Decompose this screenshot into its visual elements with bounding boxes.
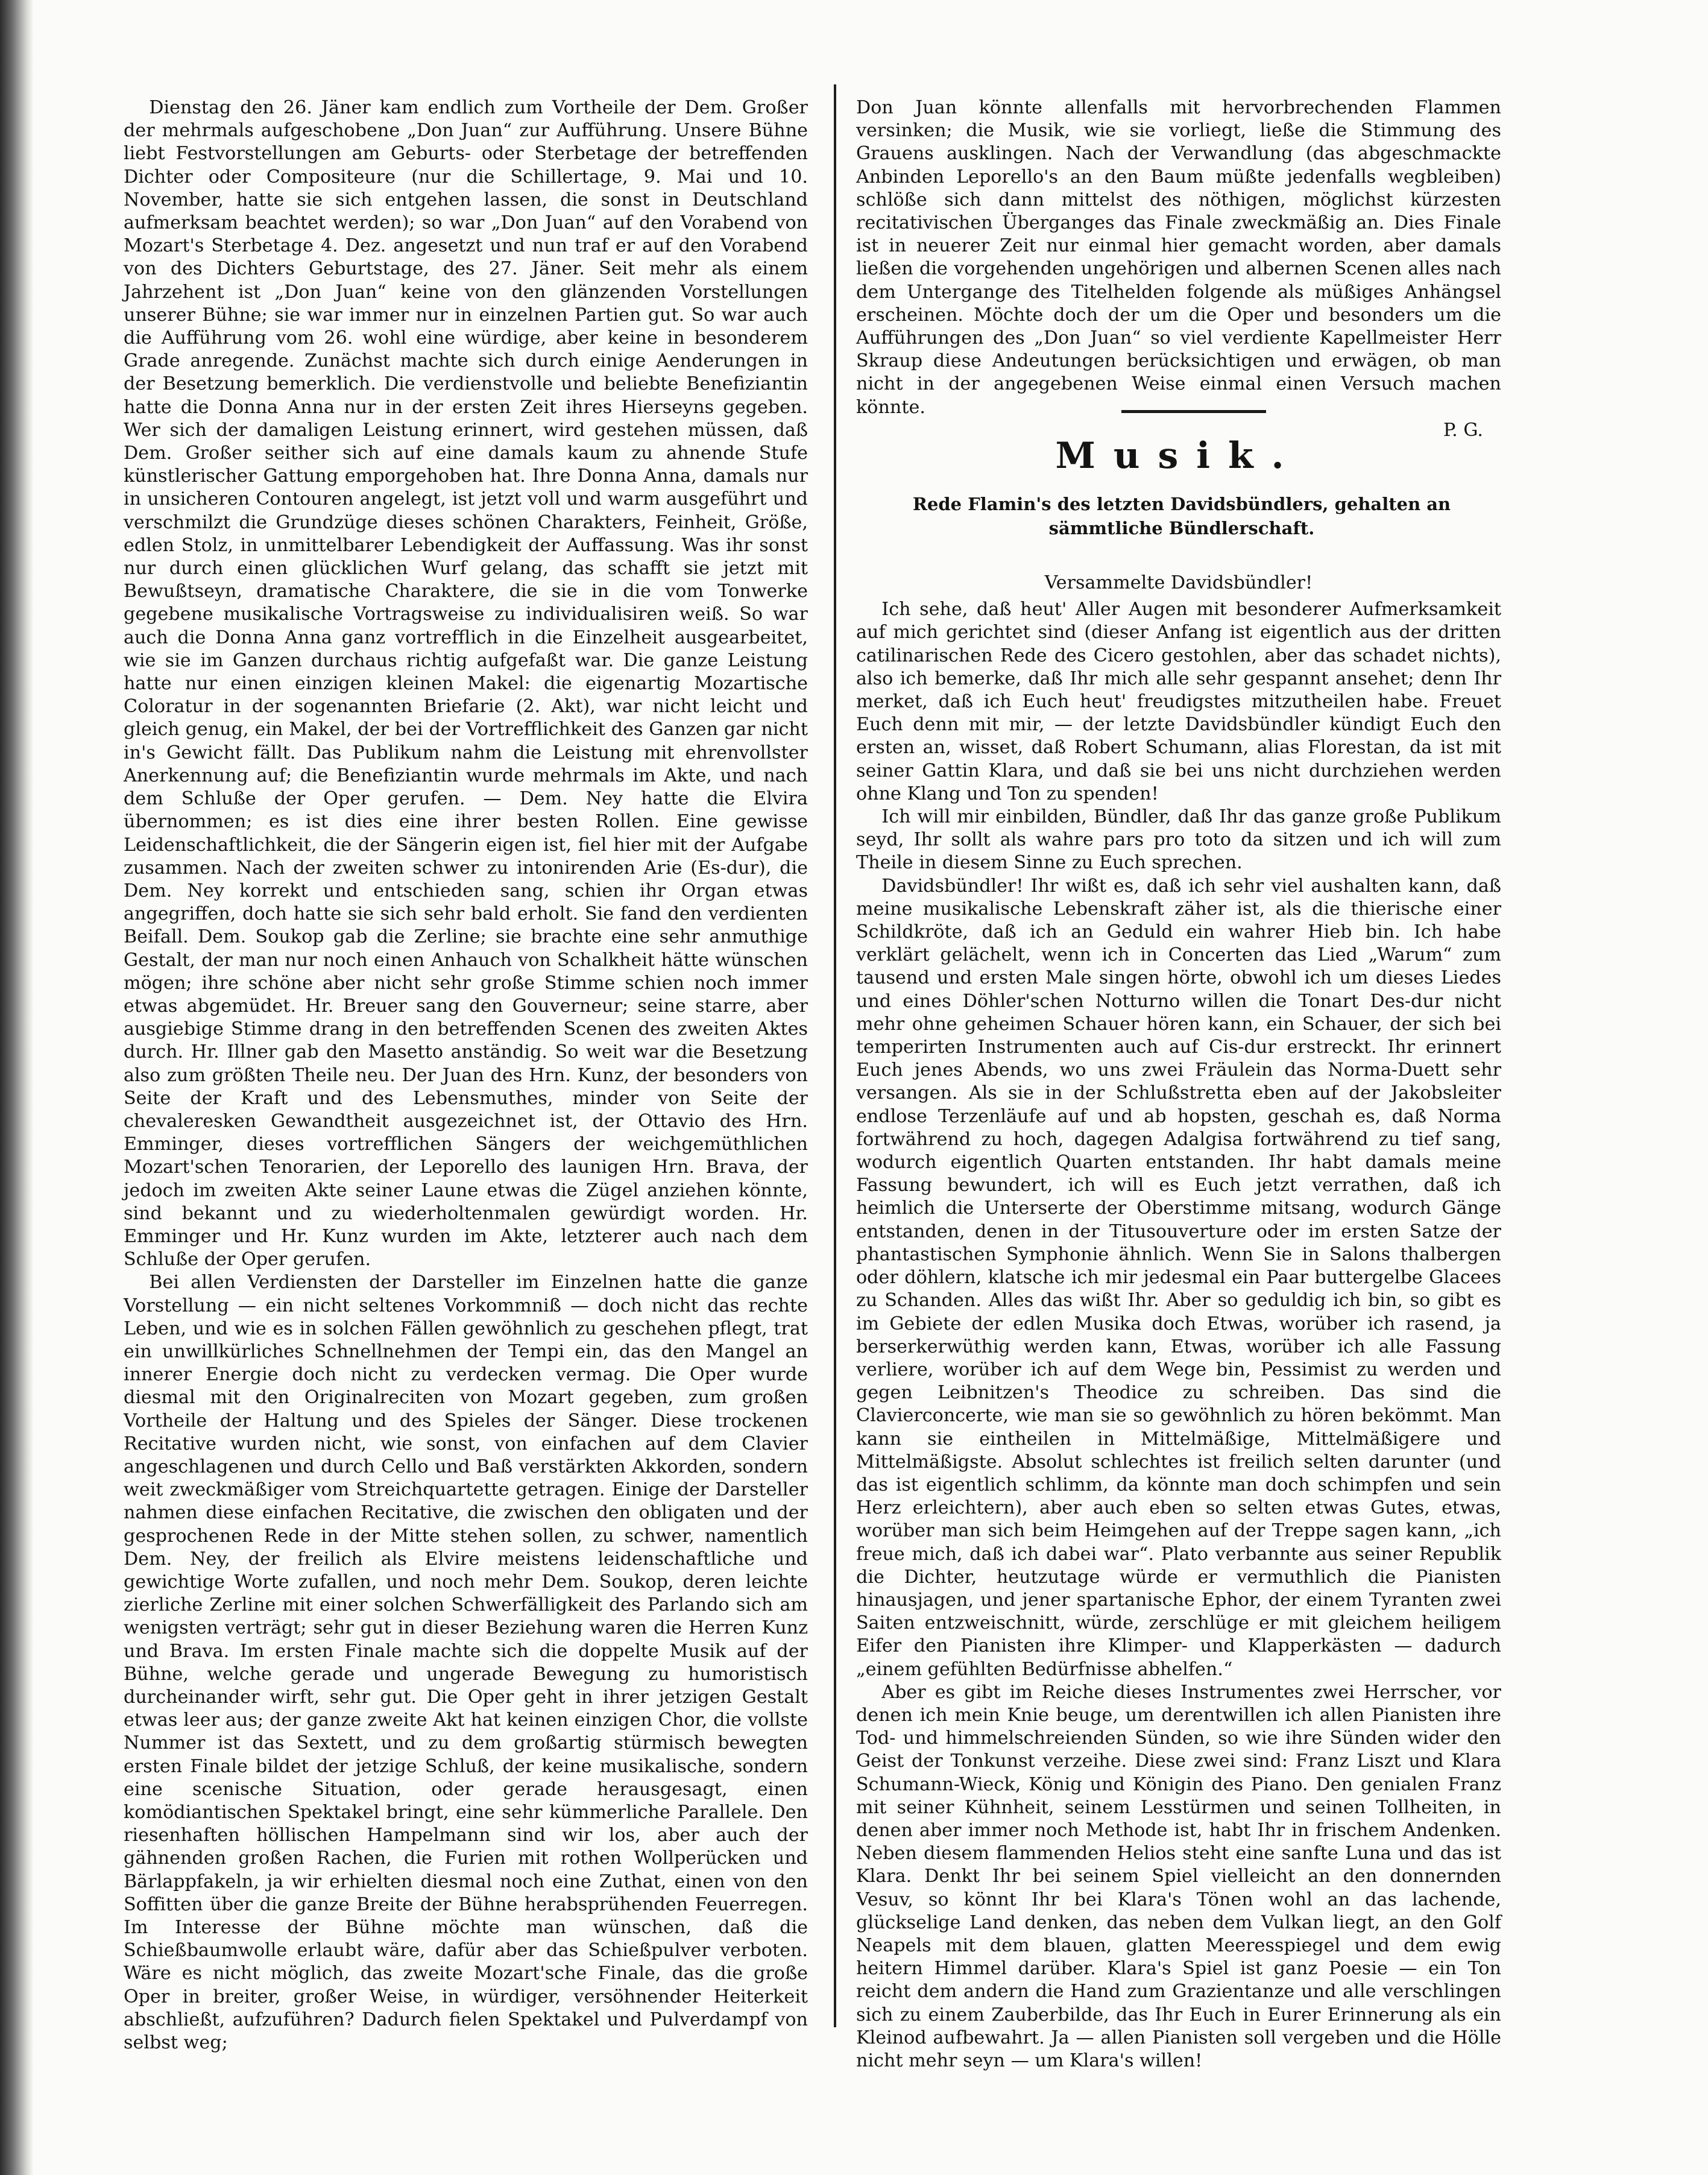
review-signature: P. G. — [1443, 419, 1483, 441]
speech-paragraph-4: Aber es gibt im Reiche dieses Instrumentes zwei Herrscher, vor denen ich mein Knie beuge, um derentwillen ich allen Pianisten ihre Tod- und himmelschreienden Sünden, so wie ihre Sünden wider den Geist der Tonkunst verzeihe. Diese zwei sind: Franz Liszt und Klara Schumann-Wieck, König und Königin des Piano. Den genialen Franz mit seiner Kühnheit, seinem Lesstürmen und seinen Tollheiten, in denen aber immer noch Methode ist, habt Ihr in frischem Andenken. Neben diesem flammenden Helios steht eine sanfte Luna und das ist Klara. Denkt Ihr bei seinem Spiel vielleicht an den donnernden Vesuv, so könnt Ihr bei Klara's Tönen wohl an das lachende, glückselige Land denken, das neben dem Vulkan liegt, an den Golf Neapels mit dem blauen, glatten Meeresspiegel und dem ewig heitern Himmel darüber. Klara's Spiel ist ganz Poesie — ein Ton reicht dem andern die Hand zum Grazientanze und alle verschlingen sich zu einem Zauberbilde, das Ihr Euch in Eurer Erinnerung als ein Kleinod aufbewahrt. Ja — allen Pianisten soll vergeben und die Hölle nicht mehr seyn — um Klara's willen! — [856, 1681, 1501, 2071]
right-column-speech — [856, 572, 1501, 2072]
speech-paragraph-2: Ich will mir einbilden, Bündler, daß Ihr das ganze große Publikum seyd, Ihr sollt als wahre pars pro toto da sitzen und ich will zum Theile in diesem Sinne zu Euch sprechen. — [856, 806, 1501, 874]
scan-binding-edge — [0, 0, 34, 2175]
column-divider — [834, 84, 836, 2027]
theater-review-paragraph-2: Bei allen Verdiensten der Darsteller im Einzelnen hatte die ganze Vorstellung — ein nicht seltenes Vorkommniß — doch nicht das rechte Leben, und wie es in solchen Fällen gewöhnlich zu geschehen pflegt, trat ein unwillkürliches Schnellnehmen der Tempi ein, das den Mangel an innerer Energie doch nicht zu verdecken vermag. Die Oper wurde diesmal mit den Originalreciten von Mozart gegeben, zum großen Vortheile der Haltung und des Spieles der Sänger. Diese trockenen Recitative wurden nicht, wie sonst, von einfachen auf dem Clavier angeschlagenen und durch Cello und Baß verstärkten Akkorden, sondern weit zweckmäßiger vom Streichquartette getragen. Einige der Darsteller nahmen diese einfachen Recitative, die zwischen den obligaten und der gesprochenen Rede in der Mitte stehen sollen, zu schwer, namentlich Dem. Ney, der freilich als Elvire meistens leidenschaftliche und gewichtige Worte zufallen, und noch mehr Dem. Soukop, deren leichte zierliche Zerline mit einer solchen Schwerfälligkeit des Parlando sich am wenigsten verträgt; sehr gut in dieser Beziehung waren die Herren Kunz und Brava. Im ersten Finale machte sich die doppelte Musik auf der Bühne, welche gerade und ungerade Bewegung zu humoristisch durcheinander wirft, sehr gut. Die Oper geht in ihrer jetzigen Gestalt etwas leer aus; der ganze zweite Akt hat keinen einzigen Chor, die vollste Nummer ist das Sextett, und zu dem großartig stürmisch bewegten ersten Finale bildet der jetzige Schluß, der keine musikalische, sondern eine scenische Situation, oder gerade herausgesagt, einen komödiantischen Spektakel bringt, eine sehr kümmerliche Parallele. Den riesenhaften höllischen Hampelmann sind wir los, aber auch der gähnenden großen Rachen, die Furien mit rothen Wollperücken und Bärlappfakeln, ja wir erhielten diesmal noch eine Zuthat, einen von den Soffitten über die ganze Breite der Bühne herabsprühenden Feuerregen. Im Interesse der Bühne möchte man wünschen, daß die Schießbaumwolle erlaubt wäre, dafür aber das Schießpulver verboten. Wäre es nicht möglich, das zweite Mozart'sche Finale, das die große Oper in breiter, großer Weise, in würdiger, versöhnender Heiterkeit abschließt, aufzuführen? Dadurch fielen Spektakel und Pulverdampf von selbst weg; — [124, 1272, 808, 2054]
right-column-top — [856, 96, 1501, 442]
speech-paragraph-3: Davidsbündler! Ihr wißt es, daß ich sehr viel aushalten kann, daß meine musikalische Lebenskraft zäher ist, als die thierische einer Schildkröte, daß ich an Geduld ein wahrer Hieb bin. Ich habe verklärt gelächelt, wenn ich in Concerten das Lied „Warum“ zum tausend und ersten Male singen hörte, obwohl ich um dieses Liedes und eines Döhler'schen Notturno willen die Tonart Des-dur nicht mehr ohne geheimen Schauer hören kann, ein Schauer, der sich bei temperirten Instrumenten auch auf Cis-dur erstreckt. Ihr erinnert Euch jenes Abends, wo uns zwei Fräulein das Norma-Duett sehr versangen. Als sie in der Schlußstretta eben auf der Jakobsleiter endlose Terzenläufe auf und ab hopsten, geschah es, daß Norma fortwährend zu hoch, dagegen Adalgisa fortwährend zu tief sang, wodurch eigentlich Quarten entstanden. Ihr habt damals meine Fassung bewundert, ich will es Euch jetzt verrathen, daß ich heimlich die Unterserte der Oberstimme mitsang, wodurch Gänge entstanden, denen in der Titusouverture oder im ersten Satze der phantastischen Symphonie ähnlich. Wenn Sie in Salons thalbergen oder döhlern, klatsche ich mir jedesmal ein Paar buttergelbe Glacees zu Schanden. Alles das wißt Ihr. Aber so geduldig ich bin, so gibt es im Gebiete der edlen Musika doch Etwas, worüber ich rasend, ja berserkerwüthig werden kann, Etwas, worüber ich alle Fassung verliere, worüber ich auf dem Wege bin, Pessimist zu werden und gegen Leibnitzen's Theodice zu schreiben. Das sind die Clavierconcerte, wie man sie so gewöhnlich zu hören bekömmt. Man kann sie eintheilen in Mittelmäßige, Mittelmäßigere und Mittelmäßigste. Absolut schlechtes ist freilich selten darunter (und das ist eigentlich schlimm, da könnte man doch schimpfen und sein Herz erleichtern), aber auch eben so selten etwas Gutes, etwas, worüber man sich beim Heimgehen auf der Treppe sagen kann, „ich freue mich, daß ich dabei war“. Plato verbannte aus seiner Republik die Dichter, heutzutage würde er vermuthlich die Pianisten hinausjagen, und jener spartanische Ephor, der einem Tyranten zwei Saiten entzweischnitt, würde, zerschlüge er mit gleichem heiligem Eifer den Pianisten ihre Klimper- und Klapperkästen — dadurch „einem gefühlten Bedürfnisse abhelfen.“ — [856, 875, 1501, 1680]
article-subtitle: Rede Flamin's des letzten Davidsbündlers, gehalten an sämmtliche Bündlerschaft. — [912, 494, 1451, 538]
theater-review-paragraph-1: Dienstag den 26. Jäner kam endlich zum Vortheile der Dem. Großer der mehrmals aufgeschobene „Don Juan“ zur Aufführung. Unsere Bühne liebt Festvorstellungen am Geburts- oder Sterbetage der betreffenden Dichter oder Compositeure (nur die Schillertage, 9. Mai und 10. November, hatte sie sich entgehen lassen, die sonst in Deutschland aufmerksam beachtet werden); so war „Don Juan“ auf den Vorabend von Mozart's Sterbetage 4. Dez. angesetzt und nun traf er auf den Vorabend von des Dichters Geburtstage, des 27. Jäner. Seit mehr als einem Jahrzehent ist „Don Juan“ keine von den glänzenden Vorstellungen unserer Bühne; sie war immer nur in einzelnen Partien gut. So war auch die Aufführung vom 26. wohl eine würdige, aber keine in besonderem Grade anregende. Zunächst machte sich durch einige Aenderungen in der Besetzung bemerklich. Die verdienstvolle und beliebte Benefiziantin hatte die Donna Anna nur in der ersten Zeit ihres Hierseyns gegeben. Wer sich der damaligen Leistung erinnert, wird gestehen müssen, daß Dem. Großer seither sich auf eine damals kaum zu ahnende Stufe künstlerischer Gattung emporgehoben hat. Ihre Donna Anna, damals nur in unsicheren Contouren angelegt, ist jetzt voll und warm ausgeführt und verschmilzt die Grundzüge dieses schönen Charakters, Feinheit, Größe, edlen Stolz, in unmittelbarer Lebendigkeit der Auffassung. Was ihr sonst nur durch einen glücklichen Wurf gelang, das schafft sie jetzt mit Bewußtseyn, dramatische Charaktere, die sie in die vom Tonwerke gegebene musikalische Vortragsweise zu individualisiren weiß. So war auch die Donna Anna ganz vortrefflich in die Einzelheit ausgearbeitet, wie sie im Ganzen durchaus richtig aufgefaßt war. Die ganze Leistung hatte nur einen einzigen kleinen Makel: die eigenartig Mozartische Coloratur in der sogenannten Briefarie (2. Akt), war nicht leicht und gleich genug, ein Makel, der bei der Vortrefflichkeit des Ganzen gar nicht in's Gewicht fällt. Das Publikum nahm die Leistung mit ehrenvollster Anerkennung auf; die Benefiziantin wurde mehrmals im Akte, und nach dem Schluße der Oper gerufen. — Dem. Ney hatte die Elvira übernommen; es ist dies eine ihrer besten Rollen. Eine gewisse Leidenschaftlichkeit, die der Sängerin eigen ist, fiel hier mit der Aufgabe zusammen. Nach der zweiten schwer zu intonirenden Arie (Es-dur), die Dem. Ney korrekt und entschieden sang, schien ihr Organ etwas angegriffen, doch hatte sie sich sehr bald erholt. Sie fand den verdienten Beifall. Dem. Soukop gab die Zerline; sie brachte eine sehr anmuthige Gestalt, der man nur noch einen Anhauch von Schalkheit hätte wünschen mögen; ihre schöne aber nicht sehr große Stimme schien noch immer etwas abgemüdet. Hr. Breuer sang den Gouverneur; seine starre, aber ausgiebige Stimme drang in den betreffenden Scenen des zweiten Aktes durch. Hr. Illner gab den Masetto anständig. So weit war die Besetzung also zum größten Theile neu. Der Juan des Hrn. Kunz, der besonders von Seite der Kraft und des Lebensmuthes, minder von Seite der chevaleresken Gewandtheit ausgezeichnet ist, der Ottavio des Hrn. Emminger, dieses vortrefflichen Sängers der weichgemüthlichen Mozart'schen Tenorarien, der Leporello des launigen Hrn. Brava, der jedoch im zweiten Akte seiner Laune etwas die Zügel anziehen könnte, sind bekannt und zu wiederholtenmalen gewürdigt worden. Hr. Emminger und Hr. Kunz wurden im Akte, letzterer auch nach dem Schluße der Oper gerufen. — [124, 97, 808, 1271]
left-column — [124, 96, 808, 2054]
speech-paragraph-1: Ich sehe, daß heut' Aller Augen mit besonderer Aufmerksamkeit auf mich gerichtet sind (dieser Anfang ist eigentlich aus der dritten catilinarischen Rede des Cicero gestohlen, aber das schadet nichts), also ich bemerke, daß Ihr mich alle sehr gespannt ansehet; denn Ihr merket, daß ich Euch heut' freudigstes mitzutheilen habe. Freuet Euch denn mit mir, — der letzte Davidsbündler kündigt Euch den ersten an, wisset, daß Robert Schumann, alias Florestan, da ist mit seiner Gattin Klara, und daß sie bei uns nicht durchziehen werden ohne Klang und Ton zu spenden! — [856, 599, 1501, 804]
speech-salutation: Versammelte Davidsbündler! — [1044, 572, 1313, 593]
section-separator-rule — [1121, 410, 1266, 413]
theater-review-continuation: Don Juan könnte allenfalls mit hervorbrechenden Flammen versinken; die Musik, wie sie vorliegt, ließe die Stimmung des Grauens ausklingen. Nach der Verwandlung (das abgeschmackte Anbinden Leporello's an den Baum müßte jedenfalls wegbleiben) schlöße sich dann mittelst des nöthigen, möglichst kürzesten recitativischen Überganges das Finale zweckmäßig an. Dies Finale ist in neuerer Zeit nur einmal hier gemacht worden, aber damals ließen die vorgehenden ungehörigen und albernen Scenen alles nach dem Untergange des Titelhelden folgende als müßiges Anhängsel erscheinen. Möchte doch der um die Oper und besonders um die Aufführungen des „Don Juan“ so viel verdiente Kapellmeister Herr Skraup diese Andeutungen berücksichtigen und erwägen, ob man nicht in der angegebenen Weise einmal einen Versuch machen könnte. — [856, 97, 1501, 418]
section-title: Musik. — [1055, 435, 1302, 477]
